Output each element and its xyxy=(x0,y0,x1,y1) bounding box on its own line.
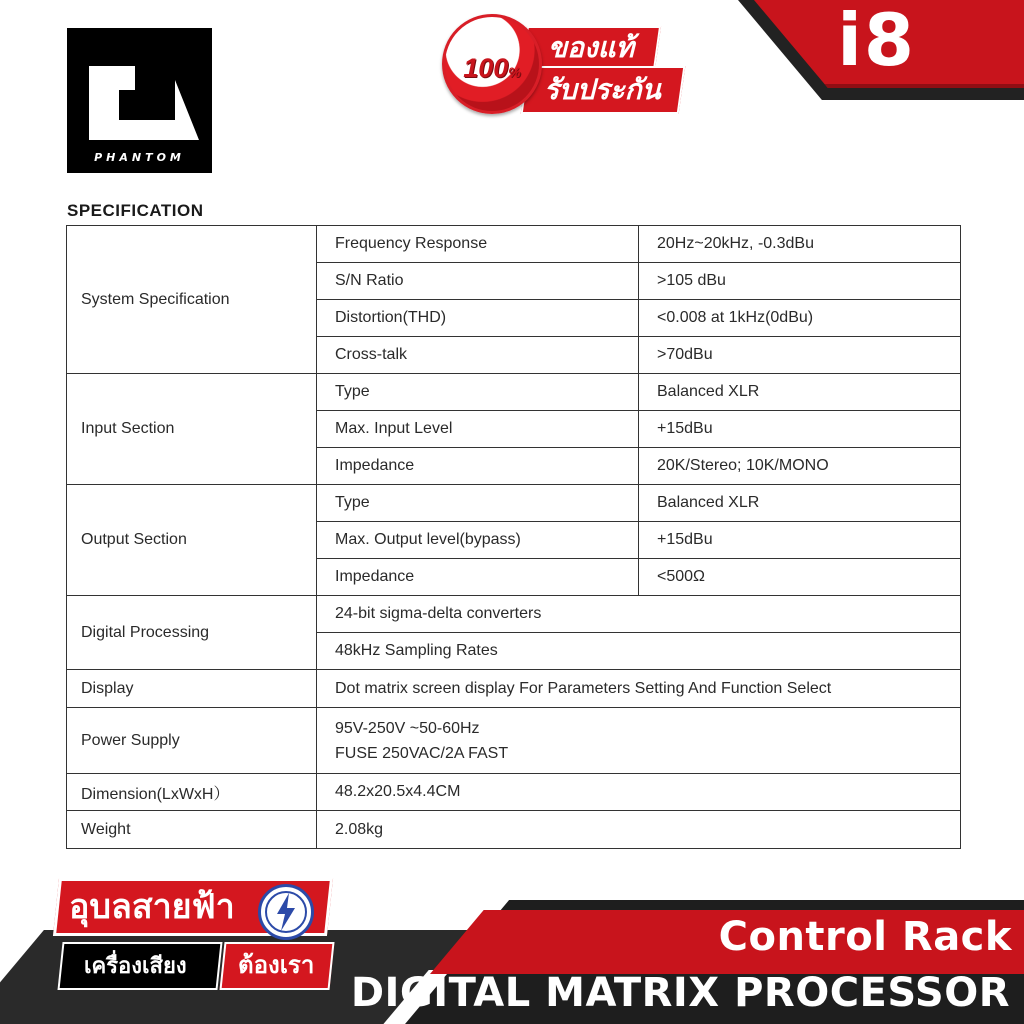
param-cell: Cross-talk xyxy=(317,337,639,374)
value-cell: 20K/Stereo; 10K/MONO xyxy=(639,448,961,485)
value-cell: +15dBu xyxy=(639,522,961,559)
table-row xyxy=(67,670,961,708)
value-cell: <500Ω xyxy=(639,559,961,596)
specification-heading: SPECIFICATION xyxy=(67,201,204,220)
percent-seal xyxy=(442,14,542,114)
shop-tagline-a: เครื่องเสียง xyxy=(84,953,187,978)
table-row xyxy=(67,596,961,633)
badge-line2-text: รับประกัน xyxy=(544,74,661,105)
value-cell: 24-bit sigma-delta converters xyxy=(317,596,961,633)
bottom-banner xyxy=(0,870,1024,1024)
product-title: DIGITAL MATRIX PROCESSOR xyxy=(350,970,1010,1016)
param-cell: Distortion(THD) xyxy=(317,300,639,337)
category-system: System Specification xyxy=(67,226,317,374)
param-cell: Impedance xyxy=(317,559,639,596)
category-weight: Weight xyxy=(67,811,317,849)
category-power: Power Supply xyxy=(67,708,317,774)
value-cell: Balanced XLR xyxy=(639,374,961,411)
param-cell: Type xyxy=(317,374,639,411)
value-cell: <0.008 at 1kHz(0dBu) xyxy=(639,300,961,337)
power-line1: 95V-250V ~50-60Hz xyxy=(335,719,480,737)
param-cell: Impedance xyxy=(317,448,639,485)
param-cell: Max. Output level(bypass) xyxy=(317,522,639,559)
shop-tagline-b: ต้องเรา xyxy=(238,952,315,979)
phantom-logo xyxy=(67,28,212,173)
table-row xyxy=(67,708,961,774)
table-row xyxy=(67,811,961,849)
percent-value: 100 xyxy=(463,53,509,83)
param-cell: Frequency Response xyxy=(317,226,639,263)
badge-line1-text: ของแท้ xyxy=(548,32,635,63)
shop-tagline-badge-red xyxy=(219,942,334,990)
value-cell: +15dBu xyxy=(639,411,961,448)
product-subtitle: Control Rack xyxy=(718,914,1012,960)
category-digital: Digital Processing xyxy=(67,596,317,670)
value-cell: >70dBu xyxy=(639,337,961,374)
value-cell: 48kHz Sampling Rates xyxy=(317,633,961,670)
param-cell: Max. Input Level xyxy=(317,411,639,448)
logo-text: PHANTOM xyxy=(94,151,185,164)
specification-table xyxy=(66,225,961,849)
value-cell xyxy=(317,708,961,774)
param-cell: S/N Ratio xyxy=(317,263,639,300)
table-row xyxy=(67,226,961,263)
category-output: Output Section xyxy=(67,485,317,596)
authentic-guarantee-badge xyxy=(440,12,690,118)
value-cell: 48.2x20.5x4.4CM xyxy=(317,774,961,811)
badge-line-warranty xyxy=(521,66,686,114)
category-display: Display xyxy=(67,670,317,708)
table-row xyxy=(67,374,961,411)
model-name: i8 xyxy=(837,0,916,82)
value-cell: 20Hz~20kHz, -0.3dBu xyxy=(639,226,961,263)
table-row xyxy=(67,774,961,811)
table-row xyxy=(67,485,961,522)
category-input: Input Section xyxy=(67,374,317,485)
category-dimension: Dimension(LxWxH） xyxy=(67,774,317,811)
lightning-icon xyxy=(261,887,311,937)
value-cell: Balanced XLR xyxy=(639,485,961,522)
power-line2: FUSE 250VAC/2A FAST xyxy=(335,744,509,762)
value-cell: Dot matrix screen display For Parameters Setting And Function Select xyxy=(317,670,961,708)
shop-name: อุบลสายฟ้า xyxy=(69,888,235,926)
value-cell: 2.08kg xyxy=(317,811,961,849)
percent-sign: % xyxy=(508,64,521,80)
value-cell: >105 dBu xyxy=(639,263,961,300)
shop-tagline-badge xyxy=(57,942,222,990)
lightning-seal-icon xyxy=(258,884,314,940)
param-cell: Type xyxy=(317,485,639,522)
